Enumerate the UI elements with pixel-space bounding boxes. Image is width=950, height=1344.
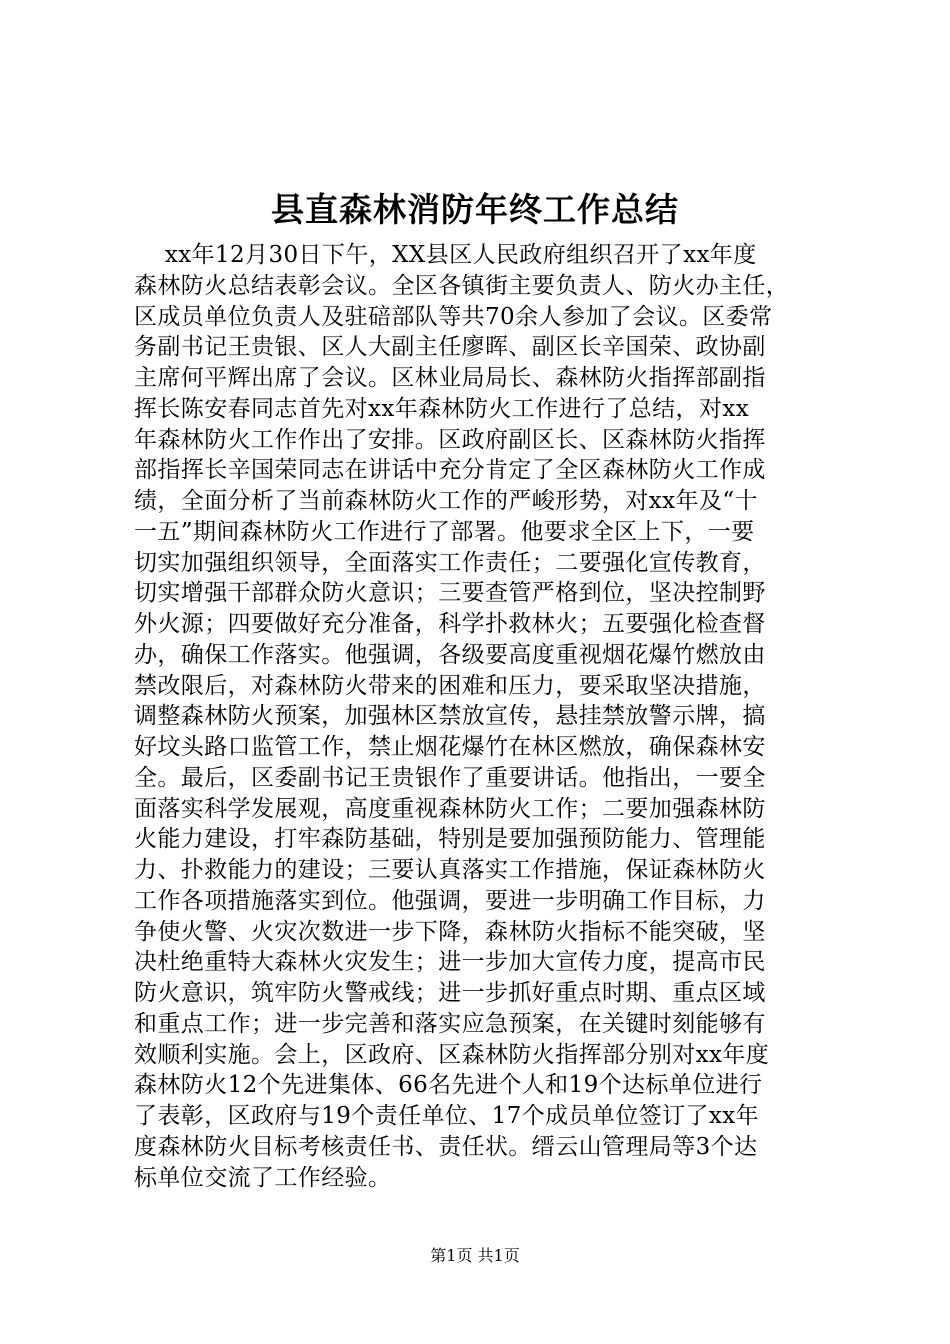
text-line: 切实加强组织领导，全面落实工作责任；二要强化宣传教育，	[134, 549, 766, 576]
text-line: 外火源；四要做好充分准备，科学扑救林火；五要强化检查督	[134, 611, 766, 637]
text-line: 年森林防火工作作出了安排。区政府副区长、区森林防火指挥	[134, 426, 766, 453]
text-line: 效顺利实施。会上，区政府、区森林防火指挥部分别对xx年度	[134, 1041, 770, 1068]
text-line: 标单位交流了工作经验。	[134, 1164, 392, 1191]
text-line: 工作各项措施落实到位。他强调，要进一步明确工作目标，力	[134, 887, 766, 914]
text-line: 主席何平辉出席了会议。区林业局局长、森林防火指挥部副指	[134, 365, 766, 391]
text-line: 好坟头路口监管工作，禁止烟花爆竹在林区燃放，确保森林安	[134, 734, 766, 760]
body-paragraph	[134, 240, 834, 1193]
text-line: 切实增强干部群众防火意识；三要查管严格到位，坚决控制野	[134, 580, 766, 607]
text-line: 挥长陈安春同志首先对xx年森林防火工作进行了总结，对xx	[134, 395, 750, 422]
text-line: 务副书记王贵银、区人大副主任廖晖、副区长辛国荣、政协副	[134, 334, 766, 361]
text-line: 度森林防火目标考核责任书、责任状。缙云山管理局等3个达	[134, 1133, 758, 1160]
text-line: 决杜绝重特大森林火灾发生；进一步加大宣传力度，提高市民	[134, 949, 766, 976]
text-line: 防火意识，筑牢防火警戒线；进一步抓好重点时期、重点区域	[134, 980, 766, 1006]
text-line: 全。最后，区委副书记王贵银作了重要讲话。他指出，一要全	[134, 764, 766, 791]
text-line: 一五”期间森林防火工作进行了部署。他要求全区上下，一要	[134, 518, 755, 545]
text-line: 调整森林防火预案，加强林区禁放宣传，悬挂禁放警示牌，搞	[134, 703, 766, 730]
page-footer: 第1页 共1页	[430, 1246, 520, 1265]
text-line: 禁改限后，对森林防火带来的困难和压力，要采取坚决措施，	[134, 672, 766, 699]
text-line: 森林防火总结表彰会议。全区各镇街主要负责人、防火办主任，	[134, 272, 790, 299]
text-line: 面落实科学发展观，高度重视森林防火工作；二要加强森林防	[134, 795, 766, 822]
text-line: 部指挥长辛国荣同志在讲话中充分肯定了全区森林防火工作成	[134, 457, 766, 484]
text-line: 了表彰，区政府与19个责任单位、17个成员单位签订了xx年	[134, 1103, 760, 1129]
text-line: 绩，全面分析了当前森林防火工作的严峻形势，对xx年及“十	[134, 488, 758, 514]
text-line: 办，确保工作落实。他强调，各级要高度重视烟花爆竹燃放由	[134, 641, 766, 668]
document-title: 县直森林消防年终工作总结	[271, 190, 679, 229]
text-line: 力、扑救能力的建设；三要认真落实工作措施，保证森林防火	[134, 857, 766, 883]
text-line: 和重点工作；进一步完善和落实应急预案，在关键时刻能够有	[134, 1010, 766, 1037]
text-line: 争使火警、火灾次数进一步下降，森林防火指标不能突破，坚	[134, 918, 766, 945]
text-line: xx年12月30日下午，XX县区人民政府组织召开了xx年度	[134, 242, 757, 268]
text-line: 区成员单位负责人及驻碚部队等共70余人参加了会议。区委常	[134, 303, 773, 330]
text-line: 森林防火12个先进集体、66名先进个人和19个达标单位进行	[134, 1072, 763, 1099]
text-line: 火能力建设，打牢森防基础，特别是要加强预防能力、管理能	[134, 826, 766, 853]
